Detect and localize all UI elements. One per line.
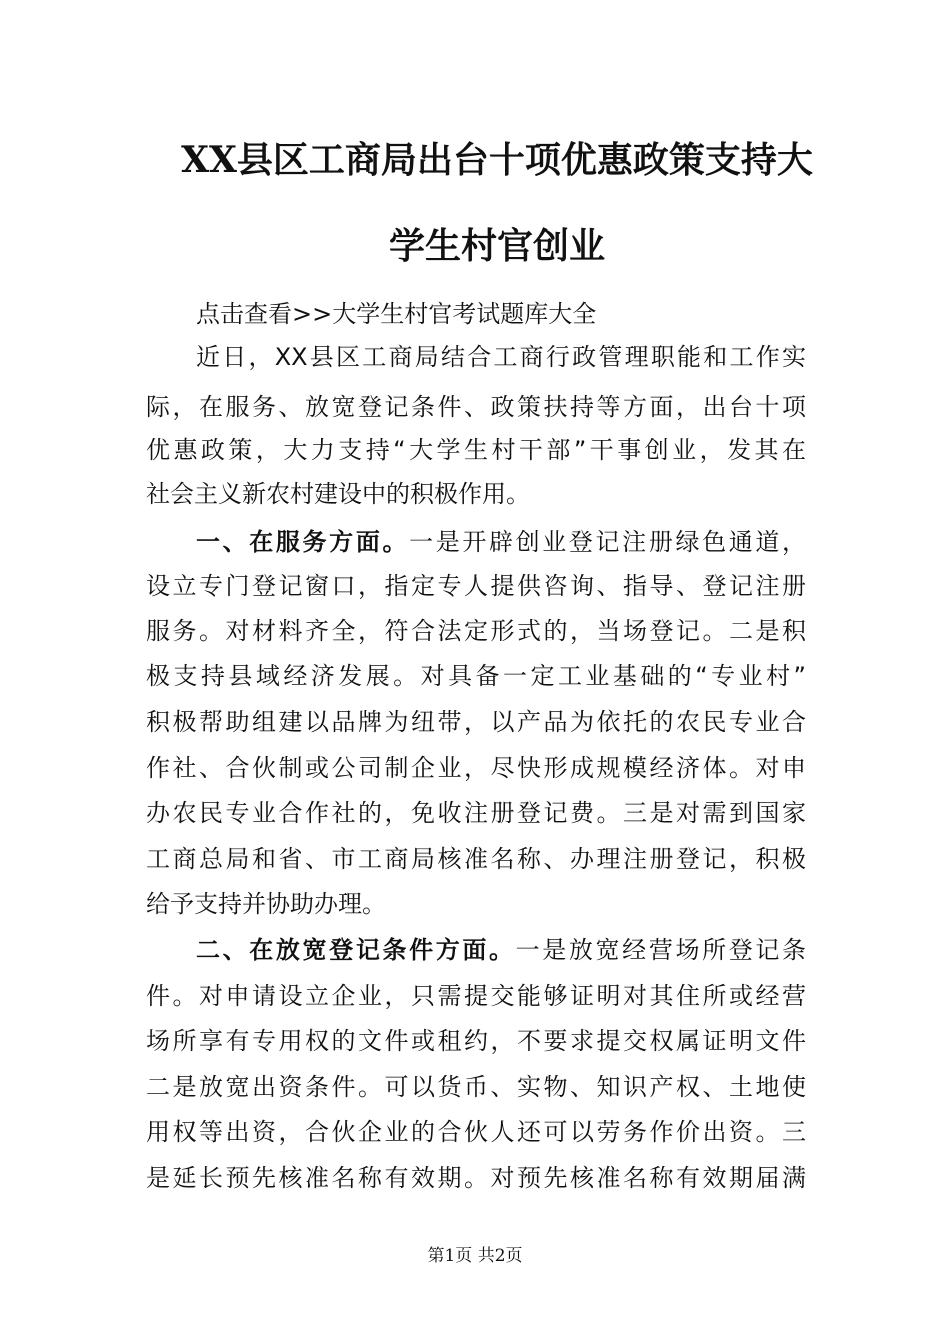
paragraph-1-line-1: 近日，XX县区工商局结合工商行政管理职能和工作实 <box>196 343 806 371</box>
document-title-line-1: XX县区工商局出台十项优惠政策支持大 <box>181 139 813 181</box>
section-2-line-5: 用权等出资，合伙企业的合伙人还可以劳务作价出资。三 <box>146 1118 806 1146</box>
section-1-line-5: 积极帮助组建以品牌为纽带，以产品为依托的农民专业合 <box>146 708 806 736</box>
paragraph-1-line-3: 优惠政策，大力支持“大学生村干部”干事创业，发其在 <box>146 436 806 464</box>
section-2-line-2: 件。对申请设立企业，只需提交能够证明对其住所或经营 <box>146 982 806 1010</box>
section-2-first-text: 一是放宽经营场所登记条 <box>515 936 807 964</box>
section-2-line-4: 二是放宽出资条件。可以货币、实物、知识产权、土地使 <box>146 1073 806 1101</box>
section-1-line-8: 工商总局和省、市工商局核准名称、办理注册登记，积极 <box>146 845 806 873</box>
section-2-first-line <box>196 934 806 966</box>
paragraph-1-line-4: 社会主义新农村建设中的积极作用。 <box>146 480 530 508</box>
section-1-first-line <box>196 526 806 558</box>
section-1-line-3: 服务。对材料齐全，符合法定形式的，当场登记。二是积 <box>146 617 806 645</box>
section-1-first-text: 一是开辟创业登记注册绿色通道， <box>409 528 807 556</box>
section-2-heading: 二、在放宽登记条件方面。 <box>196 936 516 964</box>
section-1-line-2: 设立专门登记窗口，指定专人提供咨询、指导、登记注册 <box>146 572 806 600</box>
page-number-footer: 第1页 共2页 <box>427 1246 523 1266</box>
section-1-heading: 一、在服务方面。 <box>196 528 410 556</box>
section-2-line-3: 场所享有专用权的文件或租约，不要求提交权属证明文件 <box>146 1027 806 1055</box>
document-title-line-2: 学生村官创业 <box>388 225 605 267</box>
section-1-line-6: 作社、合伙制或公司制企业，尽快形成规模经济体。对申 <box>146 754 806 782</box>
section-1-line-7: 办农民专业合作社的，免收注册登记费。三是对需到国家 <box>146 799 806 827</box>
section-1-line-9: 给予支持并协助办理。 <box>146 890 386 918</box>
question-bank-link[interactable]: 点击查看>>大学生村官考试题库大全 <box>196 300 597 328</box>
section-2-line-6: 是延长预先核准名称有效期。对预先核准名称有效期届满 <box>146 1164 806 1192</box>
paragraph-1-line-2: 际，在服务、放宽登记条件、政策扶持等方面，出台十项 <box>146 393 806 421</box>
section-1-line-4: 极支持县域经济发展。对具备一定工业基础的“专业村” <box>146 662 806 690</box>
